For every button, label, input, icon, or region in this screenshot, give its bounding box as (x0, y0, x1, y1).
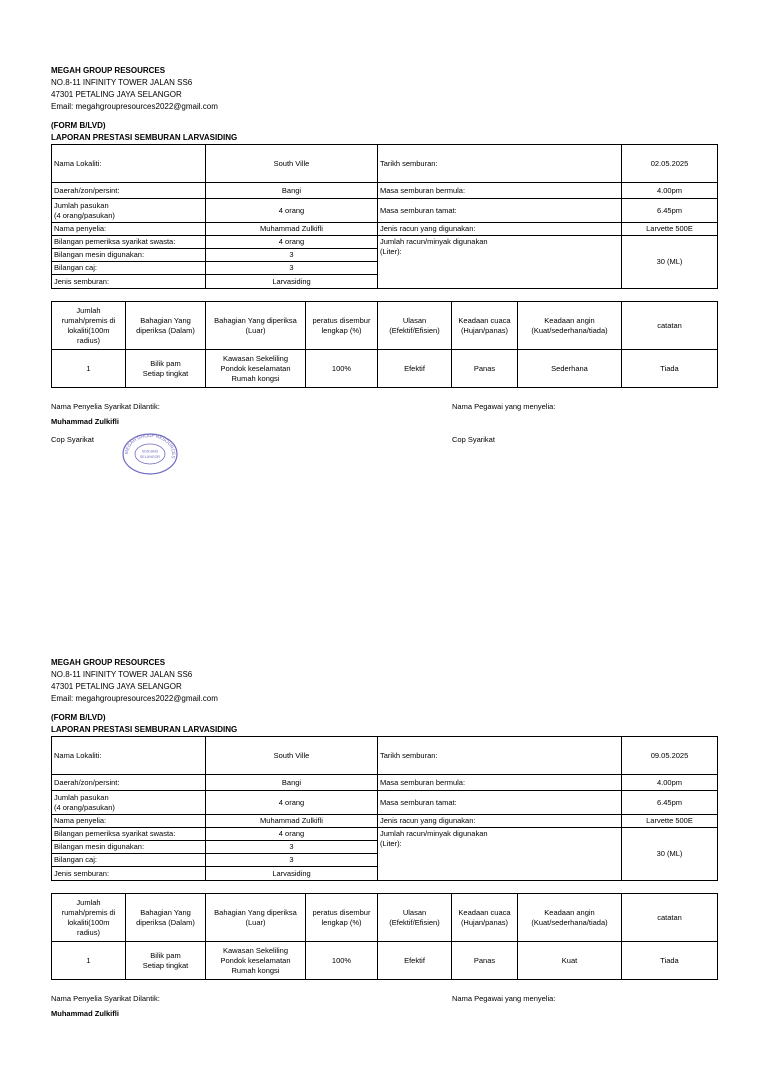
company-name: MEGAH GROUP RESOURCES (51, 66, 166, 75)
value-dalam: Bilik pam Setiap tingkat (126, 350, 206, 388)
label-bilangan-mesin: Bilangan mesin digunakan: (52, 841, 206, 854)
info-table (51, 736, 718, 881)
header-jumlah-rumah: Jumlah rumah/premis di lokaliti(100m radius) (52, 894, 126, 942)
value-masa-tamat: 6.45pm (622, 199, 718, 223)
company-address-1: NO.8-11 INFINITY TOWER JALAN SS6 (51, 78, 193, 87)
value-jenis-semburan: Larvasiding (206, 867, 378, 881)
signature-section (51, 396, 717, 496)
form-code: (FORM B/LVD) (51, 121, 106, 130)
label-masa-bermula: Masa semburan bermula: (378, 775, 622, 791)
header-jumlah-rumah: Jumlah rumah/premis di lokaliti(100m radius) (52, 302, 126, 350)
value-jumlah-racun: 30 (ML) (622, 828, 718, 881)
label-jenis-racun: Jenis racun yang digunakan: (378, 223, 622, 236)
value-dalam: Bilik pam Setiap tingkat (126, 942, 206, 980)
cop-syarikat-right: Cop Syarikat (452, 435, 495, 444)
label-jumlah-racun-line-1: Jumlah racun/minyak digunakan (380, 237, 488, 246)
label-jumlah-racun-line-2: (Liter): (380, 247, 402, 256)
company-header (51, 657, 717, 705)
header-peratus: peratus disembur lengkap (%) (306, 302, 378, 350)
stamp-ring-text: MEGAH GROUP RESOURCES (123, 432, 177, 459)
value-jumlah-rumah: 1 (52, 350, 126, 388)
label-jumlah-racun-line-2: (Liter): (380, 839, 402, 848)
value-racun: Larvette 500E (622, 223, 718, 236)
activity-table (51, 301, 718, 388)
label-jumlah-pasukan-line-2: (4 orang/pasukan) (54, 210, 115, 220)
form-heading (51, 712, 717, 736)
stamp-center-text-1: SDN BHD (141, 449, 159, 454)
pegawai-label: Nama Pegawai yang menyelia: (452, 994, 556, 1003)
label-daerah: Daerah/zon/persint: (52, 775, 206, 791)
label-bilangan-caj: Bilangan caj: (52, 262, 206, 275)
report-2 (51, 657, 717, 1088)
form-code: (FORM B/LVD) (51, 713, 106, 722)
form-heading (51, 120, 717, 144)
penyelia-name: Muhammad Zulkifli (51, 417, 119, 426)
value-peratus: 100% (306, 350, 378, 388)
value-daerah: Bangi (206, 183, 378, 199)
label-jumlah-pasukan (52, 199, 206, 223)
cop-syarikat-left: Cop Syarikat (51, 435, 94, 444)
label-bilangan-caj: Bilangan caj: (52, 854, 206, 867)
label-jumlah-racun (378, 236, 622, 289)
value-mesin: 3 (206, 249, 378, 262)
company-address-2: 47301 PETALING JAYA SELANGOR (51, 90, 182, 99)
label-jumlah-pasukan (52, 791, 206, 815)
value-caj: 3 (206, 262, 378, 275)
header-dalam: Bahagian Yang diperiksa (Dalam) (126, 302, 206, 350)
value-masa-bermula: 4.00pm (622, 183, 718, 199)
penyelia-label: Nama Penyelia Syarikat Dilantik: (51, 994, 160, 1003)
header-peratus: peratus disembur lengkap (%) (306, 894, 378, 942)
header-luar: Bahagian Yang diperiksa (Luar) (206, 894, 306, 942)
label-nama-lokaliti: Nama Lokaliti: (52, 737, 206, 775)
label-jenis-semburan: Jenis semburan: (52, 867, 206, 881)
label-jumlah-pasukan-line-1: Jumlah pasukan (54, 792, 109, 802)
activity-table (51, 893, 718, 980)
value-tarikh: 09.05.2025 (622, 737, 718, 775)
value-daerah: Bangi (206, 775, 378, 791)
value-jumlah-rumah: 1 (52, 942, 126, 980)
value-tarikh: 02.05.2025 (622, 145, 718, 183)
value-pasukan: 4 orang (206, 199, 378, 223)
value-pemeriksa: 4 orang (206, 236, 378, 249)
value-pemeriksa: 4 orang (206, 828, 378, 841)
label-bilangan-pemeriksa: Bilangan pemeriksa syarikat swasta: (52, 828, 206, 841)
header-ulasan: Ulasan (Efektif/Efisien) (378, 894, 452, 942)
company-stamp (121, 432, 179, 476)
company-address-2: 47301 PETALING JAYA SELANGOR (51, 682, 182, 691)
label-daerah: Daerah/zon/persint: (52, 183, 206, 199)
company-email: Email: megahgroupresources2022@gmail.com (51, 102, 218, 111)
value-mesin: 3 (206, 841, 378, 854)
value-catatan: Tiada (622, 350, 718, 388)
penyelia-label: Nama Penyelia Syarikat Dilantik: (51, 402, 160, 411)
header-dalam: Bahagian Yang diperiksa (Dalam) (126, 894, 206, 942)
form-title: LAPORAN PRESTASI SEMBURAN LARVASIDING (51, 133, 238, 142)
label-masa-tamat: Masa semburan tamat: (378, 199, 622, 223)
value-ulasan: Efektif (378, 350, 452, 388)
label-masa-tamat: Masa semburan tamat: (378, 791, 622, 815)
value-masa-bermula: 4.00pm (622, 775, 718, 791)
value-luar: Kawasan Sekeliling Pondok keselamatan Rumah kongsi (206, 942, 306, 980)
header-angin: Keadaan angin (Kuat/sederhana/tiada) (518, 302, 622, 350)
signature-section (51, 988, 717, 1088)
value-masa-tamat: 6.45pm (622, 791, 718, 815)
header-catatan: catatan (622, 302, 718, 350)
value-caj: 3 (206, 854, 378, 867)
header-cuaca: Keadaan cuaca (Hujan/panas) (452, 894, 518, 942)
value-luar: Kawasan Sekeliling Pondok keselamatan Rumah kongsi (206, 350, 306, 388)
penyelia-name: Muhammad Zulkifli (51, 1009, 119, 1018)
info-table (51, 144, 718, 289)
value-peratus: 100% (306, 942, 378, 980)
value-ulasan: Efektif (378, 942, 452, 980)
value-penyelia: Muhammad Zulkifli (206, 815, 378, 828)
company-address-1: NO.8-11 INFINITY TOWER JALAN SS6 (51, 670, 193, 679)
company-header (51, 65, 717, 113)
value-angin: Kuat (518, 942, 622, 980)
form-title: LAPORAN PRESTASI SEMBURAN LARVASIDING (51, 725, 238, 734)
header-cuaca: Keadaan cuaca (Hujan/panas) (452, 302, 518, 350)
report-1 (51, 65, 717, 496)
label-jumlah-racun (378, 828, 622, 881)
value-penyelia: Muhammad Zulkifli (206, 223, 378, 236)
label-jumlah-racun-line-1: Jumlah racun/minyak digunakan (380, 829, 488, 838)
value-jenis-semburan: Larvasiding (206, 275, 378, 289)
label-tarikh: Tarikh semburan: (378, 737, 622, 775)
pegawai-label: Nama Pegawai yang menyelia: (452, 402, 556, 411)
value-catatan: Tiada (622, 942, 718, 980)
value-lokaliti: South Ville (206, 737, 378, 775)
label-bilangan-mesin: Bilangan mesin digunakan: (52, 249, 206, 262)
label-nama-penyelia: Nama penyelia: (52, 223, 206, 236)
label-nama-lokaliti: Nama Lokaliti: (52, 145, 206, 183)
label-nama-penyelia: Nama penyelia: (52, 815, 206, 828)
value-pasukan: 4 orang (206, 791, 378, 815)
label-jumlah-pasukan-line-2: (4 orang/pasukan) (54, 802, 115, 812)
value-jumlah-racun: 30 (ML) (622, 236, 718, 289)
header-ulasan: Ulasan (Efektif/Efisien) (378, 302, 452, 350)
label-jenis-semburan: Jenis semburan: (52, 275, 206, 289)
header-catatan: catatan (622, 894, 718, 942)
value-racun: Larvette 500E (622, 815, 718, 828)
label-tarikh: Tarikh semburan: (378, 145, 622, 183)
header-angin: Keadaan angin (Kuat/sederhana/tiada) (518, 894, 622, 942)
value-lokaliti: South Ville (206, 145, 378, 183)
value-cuaca: Panas (452, 942, 518, 980)
label-jenis-racun: Jenis racun yang digunakan: (378, 815, 622, 828)
label-bilangan-pemeriksa: Bilangan pemeriksa syarikat swasta: (52, 236, 206, 249)
stamp-center-text-2: SELANGOR (140, 455, 160, 459)
value-cuaca: Panas (452, 350, 518, 388)
label-jumlah-pasukan-line-1: Jumlah pasukan (54, 200, 109, 210)
company-email: Email: megahgroupresources2022@gmail.com (51, 694, 218, 703)
value-angin: Sederhana (518, 350, 622, 388)
company-name: MEGAH GROUP RESOURCES (51, 658, 166, 667)
label-masa-bermula: Masa semburan bermula: (378, 183, 622, 199)
header-luar: Bahagian Yang diperiksa (Luar) (206, 302, 306, 350)
